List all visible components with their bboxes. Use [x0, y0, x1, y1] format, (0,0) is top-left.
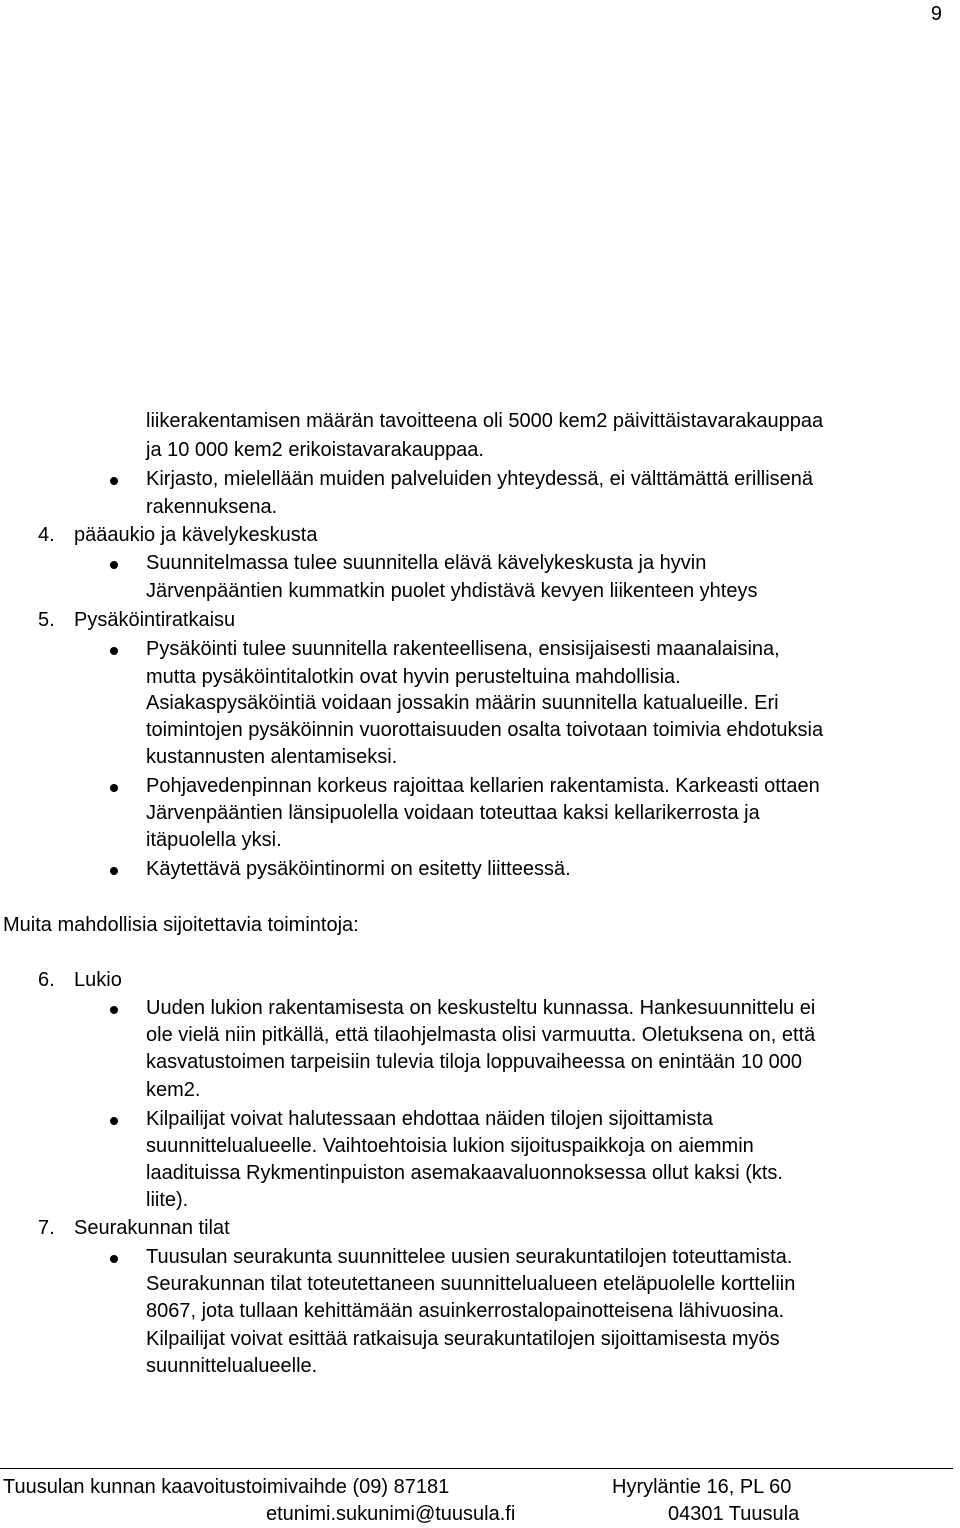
list-number: 5. — [38, 609, 55, 631]
text-line: Käytettävä pysäköintinormi on esitetty liitteessä. — [146, 858, 571, 880]
text-line: Kilpailijat voivat halutessaan ehdottaa näiden tilojen sijoittamista — [146, 1108, 714, 1130]
bullet-dot — [110, 1006, 118, 1014]
text-line: kasvatustoimen tarpeisiin tulevia tiloja loppuvaiheessa on enintään 10 000 — [146, 1051, 802, 1073]
bullet-dot — [110, 647, 118, 655]
text-line: kustannusten alentamiseksi. — [146, 746, 398, 768]
bullet-dot — [110, 477, 118, 485]
text-line: Pohjavedenpinnan korkeus rajoittaa kellarien rakentamista. Karkeasti ottaen — [146, 775, 820, 797]
text-line: 8067, jota tullaan kehittämään asuinkerrostalopainotteisena lähivuosina. — [146, 1300, 785, 1322]
text-line: suunnittelualueelle. Vaihtoehtoisia lukion sijoituspaikkoja on aiemmin — [146, 1135, 754, 1157]
text-line: liikerakentamisen määrän tavoitteena oli 5000 kem2 päivittäistavarakauppaa — [146, 410, 824, 432]
bullet-dot — [110, 867, 118, 875]
text-line: Pysäköinti tulee suunnitella rakenteellisena, ensisijaisesti maanalaisina, — [146, 638, 780, 660]
text-line: itäpuolella yksi. — [146, 829, 282, 851]
list-item-title: Seurakunnan tilat — [74, 1217, 230, 1239]
list-number: 4. — [38, 524, 55, 546]
text-line: Järvenpääntien kummatkin puolet yhdistävä kevyen liikenteen yhteys — [146, 580, 758, 602]
text-line: mutta pysäköintitalotkin ovat hyvin perusteltuina mahdollisia. — [146, 666, 681, 688]
text-line: suunnittelualueelle. — [146, 1355, 318, 1377]
list-item-title: pääaukio ja kävelykeskusta — [74, 524, 318, 546]
bullet-dot — [110, 1255, 118, 1263]
footer-address: Hyryläntie 16, PL 60 — [612, 1476, 792, 1498]
list-number: 6. — [38, 969, 55, 991]
text-line: ja 10 000 kem2 erikoistavarakauppaa. — [146, 439, 484, 461]
text-line: rakennuksena. — [146, 496, 278, 518]
text-line: Asiakaspysäköintiä voidaan jossakin määrin suunnitella katualueille. Eri — [146, 692, 779, 714]
bullet-dot — [110, 784, 118, 792]
list-item-title: Lukio — [74, 969, 122, 991]
list-number: 7. — [38, 1217, 55, 1239]
text-line: ole vielä niin pitkällä, että tilaohjelmasta olisi varmuutta. Oletuksena on, että — [146, 1024, 816, 1046]
section-heading: Muita mahdollisia sijoitettavia toimintoja: — [3, 914, 359, 936]
list-item-title: Pysäköintiratkaisu — [74, 609, 236, 631]
bullet-dot — [110, 1117, 118, 1125]
text-line: Seurakunnan tilat toteutettaneen suunnittelualueen eteläpuolelle kortteliin — [146, 1273, 796, 1295]
bullet-dot — [110, 561, 118, 569]
page-number: 9 — [930, 3, 942, 25]
text-line: liite). — [146, 1189, 189, 1211]
text-line: Kilpailijat voivat esittää ratkaisuja seurakuntatilojen sijoittamisesta myös — [146, 1328, 780, 1350]
text-line: toimintojen pysäköinnin vuorottaisuuden osalta toivotaan toimivia ehdotuksia — [146, 719, 824, 741]
text-line: Tuusulan seurakunta suunnittelee uusien seurakuntatilojen toteuttamista. — [146, 1246, 793, 1268]
text-line: kem2. — [146, 1079, 201, 1101]
footer-postal: 04301 Tuusula — [668, 1503, 800, 1525]
text-line: Uuden lukion rakentamisesta on keskusteltu kunnassa. Hankesuunnittelu ei — [146, 997, 816, 1019]
text-line: Kirjasto, mielellään muiden palveluiden yhteydessä, ei välttämättä erillisenä — [146, 468, 814, 490]
footer-email: etunimi.sukunimi@tuusula.fi — [266, 1503, 516, 1525]
text-line: laadituissa Rykmentinpuiston asemakaavaluonnoksessa ollut kaksi (kts. — [146, 1162, 783, 1184]
footer-phone: Tuusulan kunnan kaavoitustoimivaihde (09) 87181 — [3, 1476, 450, 1498]
text-line: Suunnitelmassa tulee suunnitella elävä kävelykeskusta ja hyvin — [146, 552, 707, 574]
text-line: Järvenpääntien länsipuolella voidaan toteuttaa kaksi kellarikerrosta ja — [146, 802, 760, 824]
footer-divider — [0, 1468, 953, 1469]
